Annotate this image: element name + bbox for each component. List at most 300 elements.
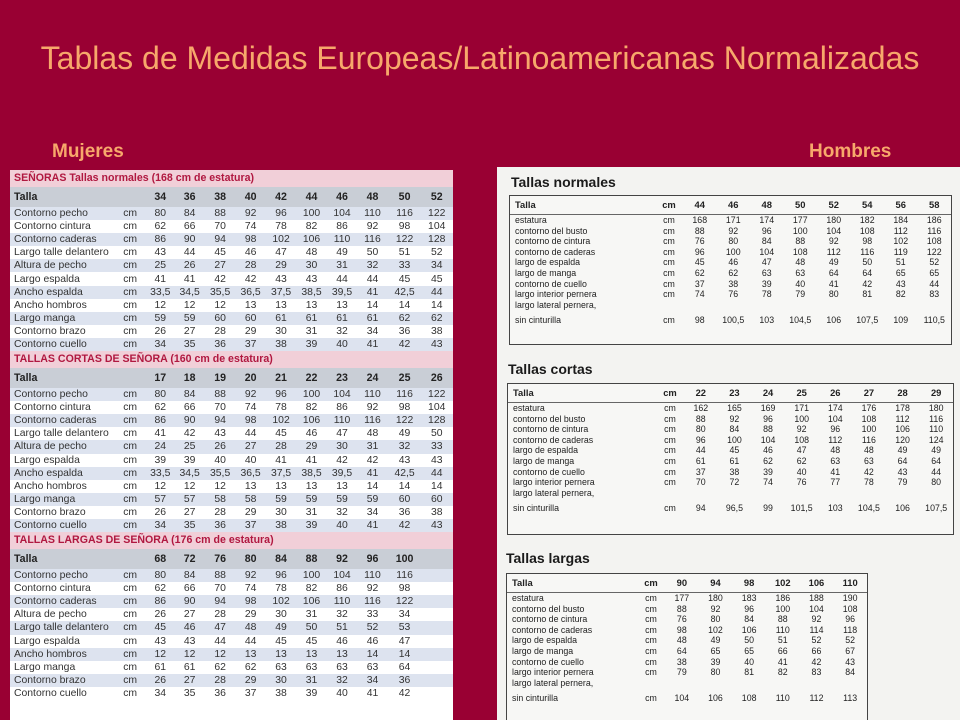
table-cell: 110 <box>358 207 388 220</box>
table-cell: 70 <box>206 582 236 595</box>
table-cell: 177 <box>674 593 690 603</box>
table-cell: 106 <box>741 624 757 635</box>
table-row <box>507 625 867 636</box>
table-cell: Contorno pecho <box>10 207 123 220</box>
table-cell: 43 <box>897 466 908 477</box>
table-cell: cm <box>123 519 147 532</box>
table-cell: 122 <box>389 233 423 246</box>
table-cell: 92 <box>811 614 822 625</box>
table-cell: 27 <box>175 325 205 338</box>
table-cell: cm <box>664 445 676 456</box>
table-cell: 58 <box>206 493 236 506</box>
table-cell: 84 <box>729 424 740 435</box>
table-row <box>507 604 867 615</box>
table-cell: 60 <box>236 312 266 325</box>
table-cell: 100 <box>792 225 808 236</box>
table-cell: 78 <box>761 289 772 300</box>
table-cell: 78 <box>267 401 297 414</box>
table-cell: largo de manga <box>512 645 574 656</box>
table-cell: 188 <box>809 593 824 603</box>
table-cell: Contorno cuello <box>10 338 123 351</box>
table-cell: 26 <box>422 368 453 388</box>
table-cell: 12 <box>175 648 205 661</box>
table-cell: 102 <box>893 236 909 247</box>
table-cell: 62 <box>422 312 453 325</box>
table-cell: 39 <box>710 656 721 667</box>
table-cell: 44 <box>297 187 327 207</box>
table-cell: Contorno caderas <box>10 595 123 608</box>
table-cell: 103 <box>827 503 843 514</box>
table-cell: Ancho hombros <box>10 480 123 493</box>
table-cell: 52 <box>845 635 856 646</box>
table-cell: 92 <box>728 225 739 236</box>
table-cell: 28 <box>886 384 920 403</box>
table-cell: 35,5 <box>206 286 236 299</box>
table-cell: cm <box>663 215 675 225</box>
table-cell: 63 <box>795 267 806 278</box>
table-cell: 94 <box>206 414 236 427</box>
table-row <box>10 312 453 325</box>
table-cell: 54 <box>851 196 885 215</box>
table-cell: cm <box>123 467 147 480</box>
table-cell: 82 <box>297 582 327 595</box>
table-cell: 59 <box>267 493 297 506</box>
table-cell: 38 <box>729 466 740 477</box>
table-cell: 37,5 <box>267 467 297 480</box>
table-row <box>10 325 453 338</box>
table-cell: 62 <box>728 267 739 278</box>
table-cell: 84 <box>744 614 755 625</box>
table-cell: 60 <box>206 312 236 325</box>
header-row <box>510 196 951 215</box>
table-cell: 108 <box>741 693 757 704</box>
table-cell: 50 <box>358 246 388 259</box>
table-cell: 26 <box>147 674 175 687</box>
table-cell: 62 <box>389 312 423 325</box>
table-cell: cm <box>645 645 657 656</box>
table-cell: 27 <box>206 259 236 272</box>
table-cell: 122 <box>389 595 423 608</box>
table-cell: 80 <box>695 424 706 435</box>
table-cell: 171 <box>794 403 810 413</box>
table-cell: 116 <box>860 246 875 257</box>
table-cell: 42 <box>236 272 266 285</box>
table-cell: 44 <box>358 272 388 285</box>
table-cell: 13 <box>236 480 266 493</box>
table-row <box>10 569 453 582</box>
table-cell: 70 <box>206 401 236 414</box>
table-cell: 96 <box>267 207 297 220</box>
table-cell: 106 <box>895 424 910 435</box>
table-cell: 90 <box>665 574 699 593</box>
table-cell: 20 <box>236 368 266 388</box>
table-cell: sin cinturilla <box>515 315 561 326</box>
table-cell: 98 <box>732 574 766 593</box>
table-cell: cm <box>645 667 657 678</box>
table-cell: 100 <box>297 569 327 582</box>
table-cell: 61 <box>358 312 388 325</box>
table-cell: 116 <box>861 434 876 445</box>
table-cell: estatura <box>515 215 547 225</box>
table-cell: 82 <box>297 401 327 414</box>
table-cell: 41 <box>777 656 788 667</box>
table-cell: 13 <box>297 648 327 661</box>
table-cell: 42,5 <box>389 286 423 299</box>
table-cell: 94 <box>695 503 706 514</box>
table-cell: 40 <box>328 519 358 532</box>
table-cell: 38 <box>422 325 453 338</box>
table-cell: 43 <box>422 454 453 467</box>
table-cell: 92 <box>236 207 266 220</box>
table-cell: 84 <box>845 667 856 678</box>
table-cell: 45 <box>389 272 423 285</box>
table-cell: 26 <box>175 259 205 272</box>
table-cell: 104 <box>674 693 690 704</box>
table-cell: 45 <box>147 621 175 634</box>
table-cell: largo lateral pernera, <box>513 487 595 498</box>
table-cell: 78 <box>864 477 874 488</box>
table-cell: 65 <box>929 267 940 278</box>
table-cell: 41 <box>147 272 175 285</box>
table-cell: 32 <box>358 259 388 272</box>
table-cell: 42 <box>328 454 358 467</box>
table-cell: 128 <box>422 233 453 246</box>
table-cell: 84 <box>175 388 205 401</box>
table-cell: 12 <box>175 299 205 312</box>
table-cell: 57 <box>175 493 205 506</box>
table-cell: 29 <box>236 608 266 621</box>
table-cell: cm <box>123 401 147 414</box>
table-cell: 104 <box>759 246 775 257</box>
table-cell: 162 <box>693 403 709 413</box>
table-cell: 48 <box>795 257 806 268</box>
table-cell: 27 <box>175 608 205 621</box>
table-cell: 61 <box>695 455 706 466</box>
table-row <box>10 207 453 220</box>
table-cell: 12 <box>147 480 175 493</box>
table-cell: 49 <box>897 445 908 456</box>
table-cell: 84 <box>175 569 205 582</box>
table-row <box>10 454 453 467</box>
table-cell: 43 <box>845 656 856 667</box>
table-cell: 102 <box>267 595 297 608</box>
table-cell: cm <box>663 236 675 247</box>
men-table-long <box>506 573 868 720</box>
table-cell: 96 <box>763 413 773 424</box>
table-cell: 76 <box>676 614 687 625</box>
table-cell: largo lateral pernera, <box>515 299 597 310</box>
table-cell: cm <box>123 493 147 506</box>
table-cell: Ancho hombros <box>10 299 123 312</box>
table-cell: 27 <box>175 674 205 687</box>
table-cell: 40 <box>796 466 807 477</box>
table-cell: 98 <box>236 595 266 608</box>
table-cell: 80 <box>728 236 739 247</box>
table-cell: 82 <box>297 220 327 233</box>
table-cell: 176 <box>861 403 877 413</box>
table-cell: 86 <box>328 220 358 233</box>
table-cell <box>123 368 147 388</box>
table-cell: 44 <box>422 286 453 299</box>
table-cell: 52 <box>811 635 822 646</box>
table-cell: 76 <box>206 549 236 569</box>
table-cell: cm <box>663 257 675 268</box>
table-cell: 14 <box>422 480 453 493</box>
table-cell: 49 <box>931 445 942 456</box>
table-cell: 38,5 <box>297 467 327 480</box>
table-cell: 59 <box>297 493 327 506</box>
table-cell: cm <box>663 246 675 257</box>
table-cell: 45 <box>694 257 705 268</box>
table-cell: 80 <box>147 388 175 401</box>
table-cell: 34,5 <box>175 467 205 480</box>
table-cell: 31 <box>297 506 327 519</box>
table-cell: 88 <box>206 569 236 582</box>
table-cell: 92 <box>358 582 388 595</box>
table-cell: cm <box>123 207 147 220</box>
table-cell: 96 <box>694 246 705 257</box>
table-cell <box>766 678 800 689</box>
table-cell: 43 <box>422 338 453 351</box>
table-cell: 33 <box>422 440 453 453</box>
table-row <box>510 236 951 247</box>
table-cell: Talla <box>10 549 123 569</box>
table-cell: 24 <box>751 384 785 403</box>
table-cell: 104 <box>328 207 358 220</box>
table-cell: 29 <box>236 325 266 338</box>
table-cell: 26 <box>206 440 236 453</box>
table-cell: 98 <box>389 401 423 414</box>
table-cell: 81 <box>862 289 873 300</box>
table-cell: 42 <box>811 656 822 667</box>
table-cell: cm <box>645 635 657 646</box>
table-cell <box>819 488 853 499</box>
table-cell: Largo espalda <box>10 454 123 467</box>
table-cell: 61 <box>328 312 358 325</box>
table-cell <box>123 549 147 569</box>
table-row <box>10 259 453 272</box>
table-cell: 96 <box>744 603 755 614</box>
table-cell: cm <box>655 196 683 215</box>
table-cell: cm <box>123 687 147 700</box>
table-cell: 44 <box>175 246 205 259</box>
table-cell: Contorno pecho <box>10 569 123 582</box>
table-cell: 43 <box>175 635 205 648</box>
table-cell: 26 <box>147 325 175 338</box>
table-cell: 39,5 <box>328 286 358 299</box>
table-cell: 22 <box>684 384 718 403</box>
table-cell: contorno de caderas <box>512 624 593 635</box>
table-cell: 104,5 <box>857 503 880 514</box>
table-cell: 48 <box>830 445 841 456</box>
table-cell: Talla <box>507 574 637 593</box>
table-cell: 84 <box>267 549 297 569</box>
table-cell: cm <box>123 338 147 351</box>
table-cell: 66 <box>175 220 205 233</box>
table-cell: 29 <box>267 259 297 272</box>
table-cell: 34 <box>389 608 423 621</box>
table-cell: 90 <box>175 233 205 246</box>
table-cell: 104 <box>827 413 843 424</box>
table-cell: 67 <box>845 645 856 656</box>
table-row <box>10 608 453 621</box>
table-cell: 32 <box>328 674 358 687</box>
table-cell: 62 <box>796 455 807 466</box>
table-cell: cm <box>664 477 676 488</box>
table-cell <box>918 300 952 311</box>
table-row <box>507 667 867 678</box>
table-cell: 44 <box>695 445 706 456</box>
table-cell: 98 <box>236 414 266 427</box>
table-cell: sin cinturilla <box>512 693 558 704</box>
table-cell: 12 <box>206 480 236 493</box>
table-cell: 41 <box>358 286 388 299</box>
table-cell: cm <box>123 220 147 233</box>
table-cell: 120 <box>895 434 910 445</box>
table-cell: 84 <box>175 207 205 220</box>
table-cell: 13 <box>328 480 358 493</box>
table-cell: 88 <box>763 424 773 435</box>
table-row <box>508 445 953 456</box>
table-cell: contorno del busto <box>515 225 588 236</box>
table-cell: 52 <box>358 621 388 634</box>
table-cell: 39 <box>297 519 327 532</box>
men-label: Hombres <box>809 141 892 162</box>
table-cell: 86 <box>147 414 175 427</box>
table-cell: 46 <box>236 246 266 259</box>
table-cell: 36 <box>389 674 423 687</box>
table-cell: 94 <box>206 233 236 246</box>
table-cell <box>684 488 718 499</box>
table-cell: Ancho espalda <box>10 286 123 299</box>
table-cell: 182 <box>859 215 875 225</box>
table-cell: 45 <box>267 427 297 440</box>
table-cell: 39 <box>763 466 773 477</box>
table-cell: Contorno cuello <box>10 687 123 700</box>
table-cell: sin cinturilla <box>513 503 559 514</box>
table-cell: 60 <box>422 493 453 506</box>
table-cell: 92 <box>710 603 721 614</box>
table-cell: 80 <box>828 289 839 300</box>
table-cell: 46 <box>763 445 773 456</box>
table-cell: cm <box>123 608 147 621</box>
table-cell: 112 <box>828 434 843 445</box>
table-cell: 41 <box>828 278 839 289</box>
header-row <box>508 384 953 403</box>
table-cell: contorno del busto <box>513 413 586 424</box>
table-row <box>10 427 453 440</box>
table-cell: 106 <box>895 503 910 514</box>
table-cell: 96,5 <box>725 503 743 514</box>
table-cell: 59 <box>147 312 175 325</box>
table-cell: 102 <box>766 574 800 593</box>
table-cell: 83 <box>929 289 940 300</box>
table-cell: cm <box>123 440 147 453</box>
table-cell: 80 <box>147 207 175 220</box>
table-cell: 64 <box>897 455 908 466</box>
table-row <box>10 582 453 595</box>
table-cell: 31 <box>297 674 327 687</box>
table-cell: 128 <box>422 414 453 427</box>
table-row <box>10 635 453 648</box>
table-cell: 36,5 <box>236 286 266 299</box>
table-cell: 80 <box>931 477 942 488</box>
table-cell: cm <box>645 693 657 704</box>
table-cell: 114 <box>809 624 824 635</box>
table-cell: 80 <box>710 667 721 678</box>
table-cell: 112 <box>826 246 841 257</box>
table-cell: largo de espalda <box>512 635 578 646</box>
men-section-title: Tallas normales <box>511 174 616 190</box>
table-row <box>508 456 953 467</box>
men-section-title: Tallas largas <box>506 550 590 566</box>
table-cell: 183 <box>741 593 757 603</box>
table-cell: 27 <box>175 506 205 519</box>
table-cell: 116 <box>389 569 423 582</box>
table-cell: 98 <box>389 582 423 595</box>
table-cell: cm <box>664 403 676 413</box>
table-cell: 37 <box>236 338 266 351</box>
table-cell: 110 <box>833 574 867 593</box>
table-cell: Contorno cintura <box>10 582 123 595</box>
table-cell: 37 <box>695 466 706 477</box>
table-cell: Contorno pecho <box>10 388 123 401</box>
table-row <box>510 310 951 326</box>
table-cell: 28 <box>206 608 236 621</box>
table-cell: 74 <box>236 582 266 595</box>
table-cell: 62 <box>147 220 175 233</box>
table-cell: 34 <box>358 506 388 519</box>
table-row <box>10 440 453 453</box>
table-cell: 107,5 <box>925 503 948 514</box>
table-cell: 48 <box>297 246 327 259</box>
table-cell: cm <box>663 225 675 236</box>
table-cell: 41 <box>358 687 388 700</box>
table-cell: 108 <box>926 236 942 247</box>
table-cell: 101,5 <box>790 503 813 514</box>
table-cell: largo lateral pernera, <box>512 677 594 688</box>
table-cell: 110 <box>775 624 790 635</box>
table-cell: 63 <box>297 661 327 674</box>
table-cell: 186 <box>926 215 942 225</box>
table-cell: 65 <box>710 645 721 656</box>
table-cell: 30 <box>267 325 297 338</box>
table-row <box>510 300 951 311</box>
table-cell: 61 <box>297 312 327 325</box>
table-cell: 44 <box>328 272 358 285</box>
table-cell: 47 <box>761 257 772 268</box>
table-cell: 48 <box>358 187 388 207</box>
table-cell: Altura de pecho <box>10 440 123 453</box>
table-cell: cm <box>645 593 657 603</box>
table-row <box>507 688 867 704</box>
table-row <box>10 286 453 299</box>
table-row <box>510 215 951 226</box>
table-cell: 112 <box>893 225 908 236</box>
table-row <box>510 257 951 268</box>
table-cell: contorno de caderas <box>513 434 594 445</box>
table-cell: 14 <box>358 480 388 493</box>
table-cell: 44 <box>236 635 266 648</box>
table-cell: cm <box>645 614 657 625</box>
table-cell: cm <box>123 621 147 634</box>
table-cell: 40 <box>328 687 358 700</box>
table-cell: Largo espalda <box>10 635 123 648</box>
table-cell: 100 <box>727 434 742 445</box>
table-cell: largo de manga <box>515 267 577 278</box>
table-cell: 13 <box>267 480 297 493</box>
table-row <box>507 657 867 668</box>
